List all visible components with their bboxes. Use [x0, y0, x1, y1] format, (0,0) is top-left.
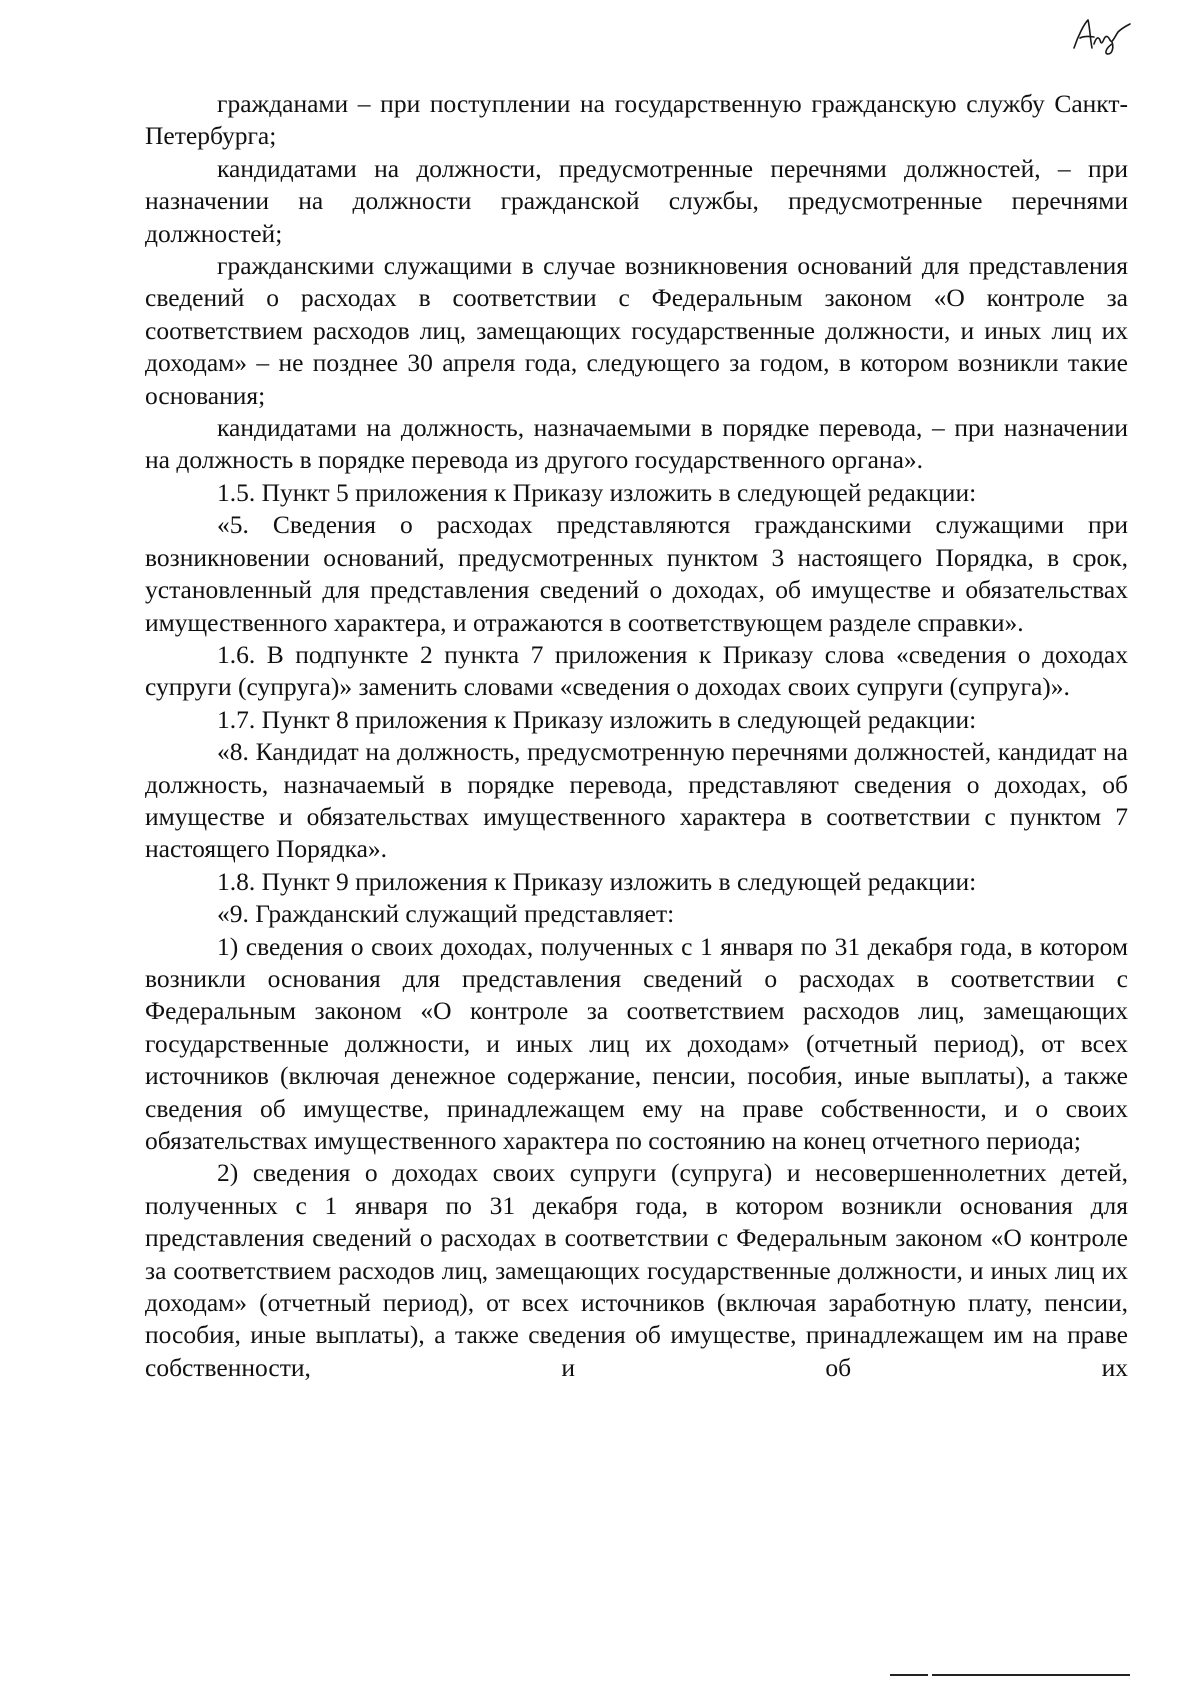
paragraph: 1.8. Пункт 9 приложения к Приказу изложить в следующей редакции: [217, 866, 977, 896]
paragraph: 2) сведения о доходах своих супруги (супруга) и несовершеннолетних детей, полученных с 1 января по 31 декабря года, в котором возникли основания для представления сведений о расходах в соответствии с Федеральным законом «О контроле за соответствием расходов лиц, замещающих государственные должности, и иных лиц их доходам» (отчетный период), от всех источников (включая заработную плату, пенсии, пособия, иные выплаты), а также сведения об имуществе, принадлежащем им на праве собственности, и об их [145, 1158, 1128, 1382]
footer-rule [890, 1674, 1180, 1678]
paragraph: «9. Гражданский служащий представляет: [217, 899, 675, 929]
paragraph: 1.7. Пункт 8 приложения к Приказу изложить в следующей редакции: [217, 704, 977, 734]
paragraph: кандидатами на должности, предусмотренные перечнями должностей, – при назначении на должности гражданской службы, предусмотренные перечнями должностей; [145, 153, 1128, 248]
paragraph: 1.6. В подпункте 2 пункта 7 приложения к Приказу слова «сведения о доходах супруги (супруга)» заменить словами «сведения о доходах своих супруги (супруга)». [145, 639, 1128, 702]
paragraph: «5. Сведения о расходах представляются гражданскими служащими при возникновении оснований, предусмотренных пунктом 3 настоящего Порядка, в срок, установленный для представления сведений о доходах, об имуществе и обязательствах имущественного характера, и отражаются в соответствующем разделе справки». [145, 510, 1128, 637]
document-body [145, 88, 1128, 1384]
paragraph: гражданскими служащими в случае возникновения оснований для представления сведений о расходах в соответствии с Федеральным законом «О контроле за соответствием расходов лиц, замещающих государственные должности, и иных лиц их доходам» – не позднее 30 апреля года, следующего за годом, в котором возникли такие основания; [145, 251, 1128, 410]
paragraph: «8. Кандидат на должность, предусмотренную перечнями должностей, кандидат на должность, назначаемый в порядке перевода, представляют сведения о доходах, об имуществе и обязательствах имущественного характера в соответствии с пунктом 7 настоящего Порядка». [145, 737, 1128, 864]
handwritten-signature [1068, 14, 1132, 56]
paragraph: кандидатами на должность, назначаемыми в порядке перевода, – при назначении на должность в порядке перевода из другого государственного органа». [145, 413, 1128, 475]
paragraph: 1) сведения о своих доходах, полученных с 1 января по 31 декабря года, в котором возникли основания для представления сведений о расходах в соответствии с Федеральным законом «О контроле за соответствием расходов лиц, замещающих государственные должности, и иных лиц их доходам» (отчетный период), от всех источников (включая денежное содержание, пенсии, пособия, иные выплаты), а также сведения об имуществе, принадлежащем ему на праве собственности, и о своих обязательствах имущественного характера по состоянию на конец отчетного периода; [145, 931, 1128, 1155]
paragraph: 1.5. Пункт 5 приложения к Приказу изложить в следующей редакции: [217, 477, 977, 507]
paragraph: гражданами – при поступлении на государственную гражданскую службу Санкт-Петербурга; [145, 89, 1128, 151]
